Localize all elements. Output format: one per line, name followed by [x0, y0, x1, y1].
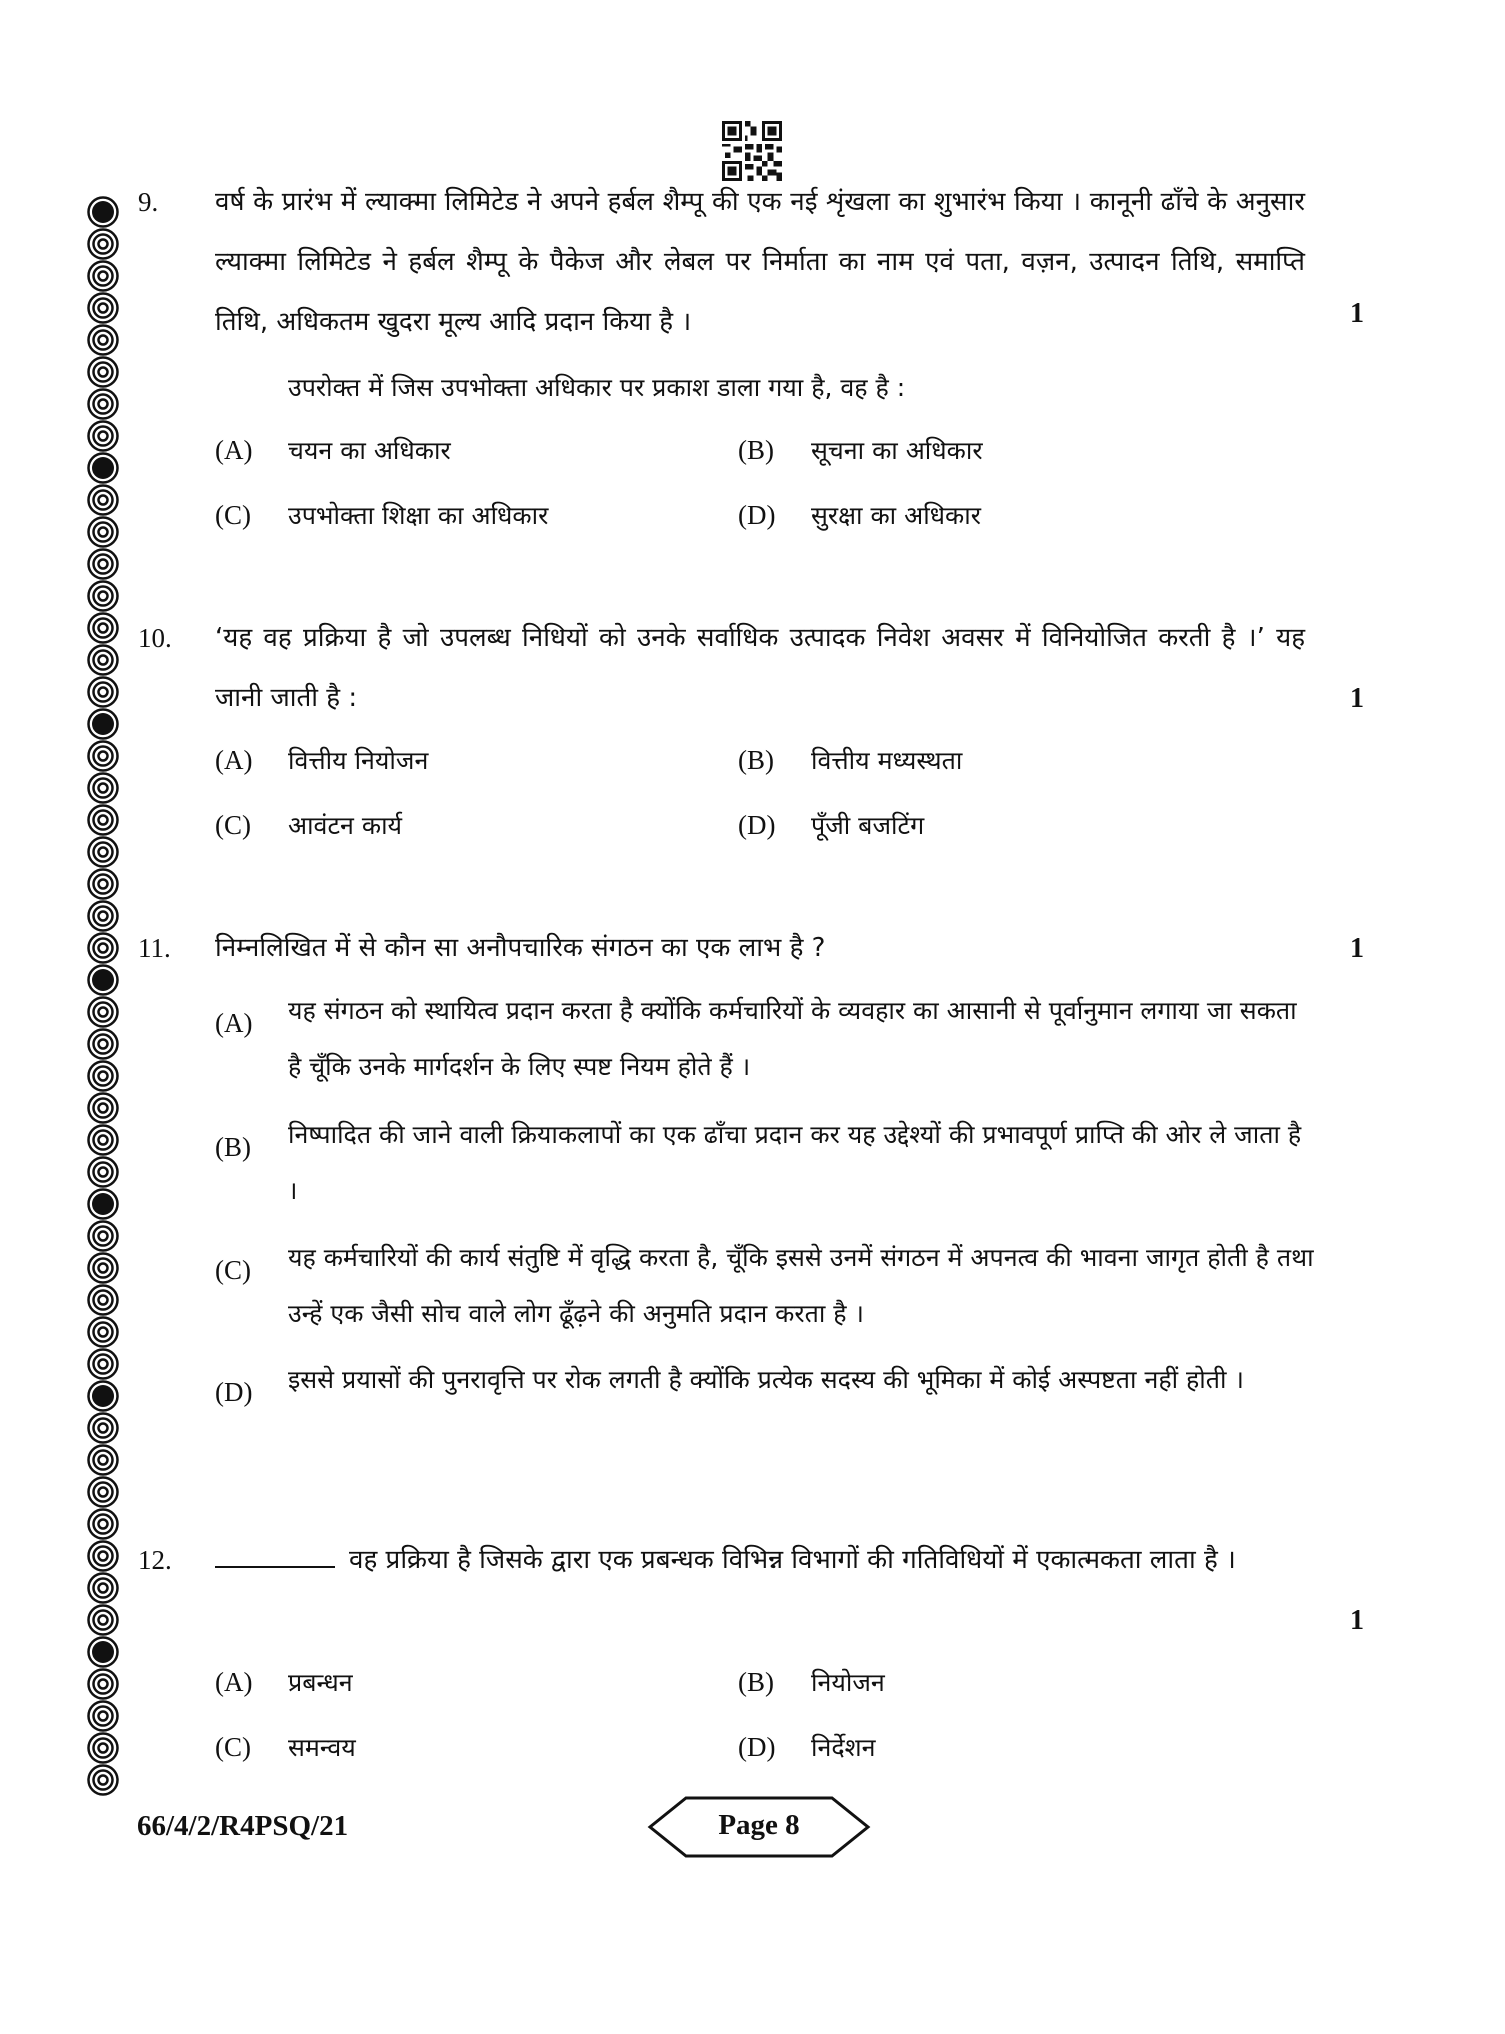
ring-circle-icon [87, 996, 119, 1028]
ring-circle-icon [87, 676, 119, 708]
filled-circle-icon [87, 1188, 119, 1220]
option-d[interactable] [215, 1352, 1315, 1408]
option-a[interactable] [215, 433, 451, 467]
ring-circle-icon [87, 1284, 119, 1316]
ring-circle-icon [87, 1444, 119, 1476]
option-text: निर्देशन [811, 1733, 876, 1762]
ring-circle-icon [87, 1348, 119, 1380]
filled-circle-icon [87, 196, 119, 228]
option-a[interactable] [215, 1665, 353, 1699]
filled-circle-icon [87, 1636, 119, 1668]
ring-circle-icon [87, 324, 119, 356]
ring-circle-icon [87, 260, 119, 292]
ring-circle-icon [87, 516, 119, 548]
option-b[interactable] [738, 743, 962, 777]
ring-circle-icon [87, 292, 119, 324]
option-label: (A) [215, 1667, 253, 1697]
option-text: आवंटन कार्य [288, 811, 403, 840]
ring-circle-icon [87, 1476, 119, 1508]
ring-circle-icon [87, 804, 119, 836]
ring-circle-icon [87, 228, 119, 260]
option-text: इससे प्रयासों की पुनरावृत्ति पर रोक लगती है क्योंकि प्रत्येक सदस्य की भूमिका में कोई अस्पष्टता नहीं होती । [288, 1365, 1244, 1394]
question-text: ‘यह वह प्रक्रिया है जो उपलब्ध निधियों को उनके सर्वाधिक उत्पादक निवेश अवसर में विनियोजित करती है ।’ यह जानी जाती है : [215, 623, 1305, 713]
fill-in-blank [215, 1544, 335, 1568]
ring-circle-icon [87, 356, 119, 388]
ring-circle-icon [87, 740, 119, 772]
option-b[interactable] [738, 1665, 885, 1699]
marks: 1 [1350, 298, 1364, 329]
option-b[interactable] [215, 1107, 1315, 1219]
ring-circle-icon [87, 932, 119, 964]
option-label: (B) [738, 435, 774, 465]
ring-circle-icon [87, 420, 119, 452]
ring-circle-icon [87, 1060, 119, 1092]
option-label: (C) [215, 500, 251, 530]
option-b[interactable] [738, 433, 983, 467]
question-text [215, 1530, 1305, 1590]
question-text: निम्नलिखित में से कौन सा अनौपचारिक संगठन का एक लाभ है ? [215, 933, 826, 963]
paper-code: 66/4/2/R4PSQ/21 [137, 1810, 349, 1842]
option-text: निष्पादित की जाने वाली क्रियाकलापों का एक ढाँचा प्रदान कर यह उद्देश्यों की प्रभावपूर्ण प्राप्ति की ओर ले जाता है । [288, 1120, 1302, 1205]
option-d[interactable] [738, 808, 924, 842]
ring-circle-icon [87, 1156, 119, 1188]
question-number: 10. [138, 623, 172, 653]
option-a[interactable] [215, 983, 1315, 1095]
option-label: (B) [738, 745, 774, 775]
ring-circle-icon [87, 1412, 119, 1444]
ring-circle-icon [87, 388, 119, 420]
ring-circle-icon [87, 1028, 119, 1060]
ring-circle-icon [87, 484, 119, 516]
ring-circle-icon [87, 1604, 119, 1636]
ring-circle-icon [87, 1700, 119, 1732]
option-label: (B) [215, 1132, 251, 1162]
filled-circle-icon [87, 452, 119, 484]
filled-circle-icon [87, 1380, 119, 1412]
option-d[interactable] [738, 1730, 876, 1764]
margin-circle-strip [87, 196, 121, 1796]
option-text: नियोजन [811, 1668, 885, 1697]
option-label: (C) [215, 1255, 251, 1285]
option-c[interactable] [215, 1230, 1315, 1342]
marks: 1 [1350, 683, 1364, 714]
question-number: 11. [138, 933, 171, 963]
option-c[interactable] [215, 498, 548, 532]
ring-circle-icon [87, 1316, 119, 1348]
option-text: पूँजी बजटिंग [811, 811, 925, 840]
marks: 1 [1350, 933, 1364, 964]
option-label: (A) [215, 745, 253, 775]
option-text: वित्तीय नियोजन [288, 746, 429, 775]
ring-circle-icon [87, 612, 119, 644]
ring-circle-icon [87, 1092, 119, 1124]
question-text: वर्ष के प्रारंभ में ल्याक्मा लिमिटेड ने अपने हर्बल शैम्पू की एक नई शृंखला का शुभारंभ किया । कानूनी ढाँचे के अनुसार ल्याक्मा लिमिटेड ने हर्बल शैम्पू के पैकेज और लेबल पर निर्माता का नाम एवं पता, वज़न, उत्पादन तिथि, समाप्ति तिथि, अधिकतम खुदरा मूल्य आदि प्रदान किया है । [215, 187, 1305, 337]
option-a[interactable] [215, 743, 428, 777]
ring-circle-icon [87, 868, 119, 900]
option-text: वित्तीय मध्यस्थता [811, 746, 963, 775]
option-label: (C) [215, 810, 251, 840]
question-number: 12. [138, 1545, 172, 1575]
option-label: (D) [738, 1732, 776, 1762]
ring-circle-icon [87, 580, 119, 612]
question-text-body: वह प्रक्रिया है जिसके द्वारा एक प्रबन्धक विभिन्न विभागों की गतिविधियों में एकात्मकता लाता है । [349, 1545, 1236, 1575]
option-c[interactable] [215, 808, 402, 842]
option-text: सूचना का अधिकार [811, 436, 983, 465]
marks: 1 [1350, 1605, 1364, 1636]
page-number: Page 8 [718, 1809, 800, 1841]
filled-circle-icon [87, 708, 119, 740]
question-number: 9. [138, 187, 159, 217]
filled-circle-icon [87, 964, 119, 996]
option-label: (D) [215, 1377, 253, 1407]
option-text: चयन का अधिकार [288, 436, 451, 465]
ring-circle-icon [87, 1508, 119, 1540]
ring-circle-icon [87, 1252, 119, 1284]
ring-circle-icon [87, 772, 119, 804]
option-label: (D) [738, 810, 776, 840]
option-text: प्रबन्धन [288, 1668, 353, 1697]
ring-circle-icon [87, 836, 119, 868]
ring-circle-icon [87, 1668, 119, 1700]
option-text: यह संगठन को स्थायित्व प्रदान करता है क्योंकि कर्मचारियों के व्यवहार का आसानी से पूर्वानुमान लगाया जा सकता है चूँकि उनके मार्गदर्शन के लिए स्पष्ट नियम होते हैं । [288, 996, 1297, 1081]
ring-circle-icon [87, 644, 119, 676]
page-number-badge [646, 1795, 872, 1859]
option-c[interactable] [215, 1730, 356, 1764]
option-text: यह कर्मचारियों की कार्य संतुष्टि में वृद्धि करता है, चूँकि इससे उनमें संगठन में अपनत्व की भावना जागृत होती है तथा उन्हें एक जैसी सोच वाले लोग ढूँढ़ने की अनुमति प्रदान करता है । [288, 1243, 1314, 1328]
ring-circle-icon [87, 548, 119, 580]
option-label: (B) [738, 1667, 774, 1697]
ring-circle-icon [87, 1764, 119, 1796]
ring-circle-icon [87, 1124, 119, 1156]
ring-circle-icon [87, 1732, 119, 1764]
option-label: (A) [215, 1008, 253, 1038]
ring-circle-icon [87, 1220, 119, 1252]
option-text: समन्वय [288, 1733, 356, 1762]
option-text: उपभोक्ता शिक्षा का अधिकार [288, 501, 549, 530]
option-label: (D) [738, 500, 776, 530]
question-lead: उपरोक्त में जिस उपभोक्ता अधिकार पर प्रकाश डाला गया है, वह है : [288, 373, 906, 402]
ring-circle-icon [87, 1540, 119, 1572]
ring-circle-icon [87, 900, 119, 932]
option-label: (A) [215, 435, 253, 465]
option-text: सुरक्षा का अधिकार [811, 501, 981, 530]
option-label: (C) [215, 1732, 251, 1762]
ring-circle-icon [87, 1572, 119, 1604]
option-d[interactable] [738, 498, 981, 532]
